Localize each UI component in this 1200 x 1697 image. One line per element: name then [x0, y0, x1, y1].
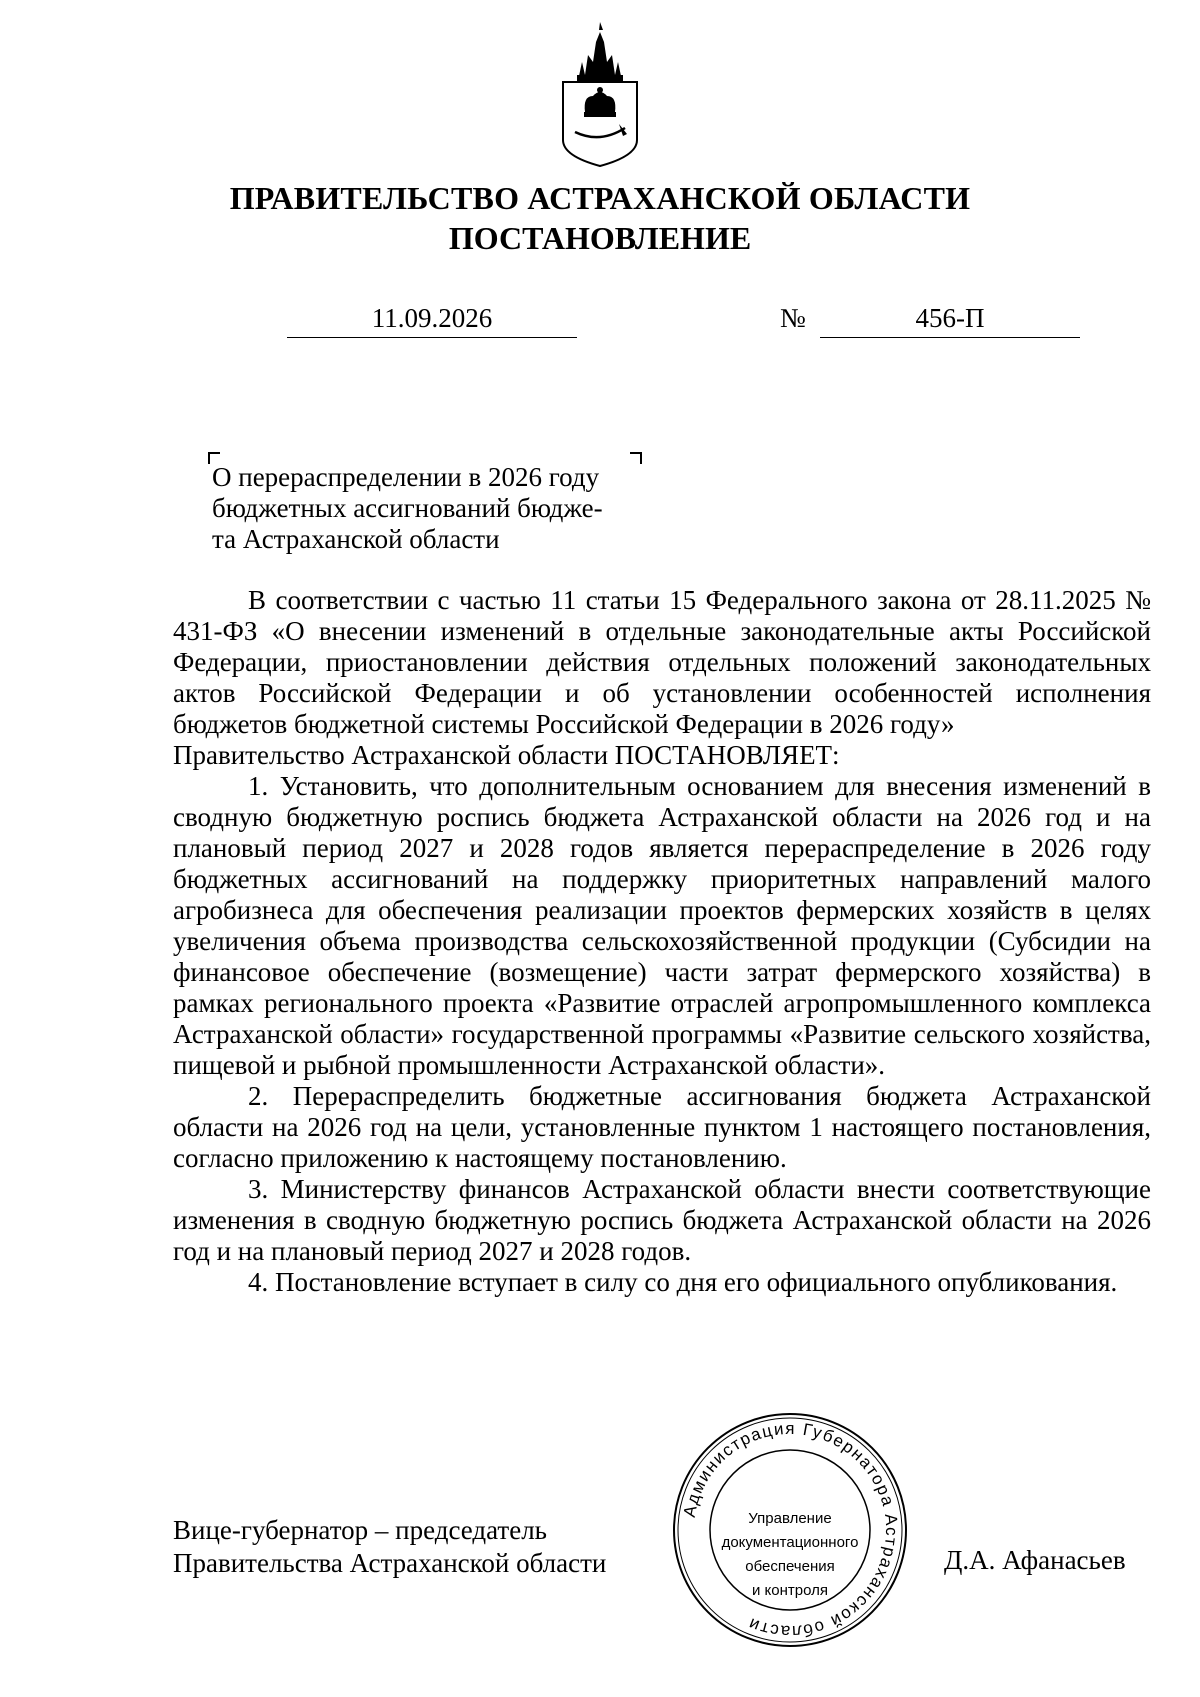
subject-line: О перераспределении в 2026 году [212, 462, 600, 492]
document-date: 11.09.2026 [287, 303, 577, 338]
item-2-paragraph: 2. Перераспределить бюджетные ассигнования бюджета Астраханской области на 2026 год на цели, установленные пунктом 1 настоящего постановления, согласно приложению к настоящему постановлению. [173, 1081, 1151, 1173]
stamp-center-line: и контроля [751, 1582, 828, 1599]
preamble-paragraph: В соответствии с частью 11 статьи 15 Федерального закона от 28.11.2025 № 431-ФЗ «О внесении изменений в отдельные законодательные акты Российской Федерации, приостановлении действия отдельных положений законодательных актов Российской Федерации и об установлении особенностей исполнения бюджетов бюджетной системы Российской Федерации в 2026 году» [173, 585, 1151, 739]
subject-line: бюджетных ассигнований бюдже- [212, 493, 603, 523]
document-number: 456-П [820, 303, 1080, 338]
subject-line: та Астраханской области [212, 524, 500, 554]
document-type-title: ПОСТАНОВЛЕНИЕ [448, 220, 752, 256]
position-line: Правительства Астраханской области [173, 1548, 607, 1578]
stamp-center-text [710, 1507, 870, 1603]
signatory-name: Д.А. Афанасьев [944, 1545, 1126, 1575]
document-subject [212, 462, 642, 555]
item-3-paragraph: 3. Министерству финансов Астраханской области внести соответствующие изменения в сводную бюджетную роспись бюджета Астраханской области на 2026 год и на плановый период 2027 и 2028 годов. [173, 1174, 1151, 1266]
document-body [173, 585, 1151, 1298]
position-line: Вице-губернатор – председатель [173, 1515, 547, 1545]
stamp-ring-text: Администрация Губернатора Астраханской области [679, 1418, 902, 1642]
item-4-paragraph: 4. Постановление вступает в силу со дня его официального опубликования. [248, 1267, 1118, 1297]
stamp-center-line: обеспечения [745, 1558, 835, 1575]
item-1-paragraph: 1. Установить, что дополнительным основанием для внесения изменений в сводную бюджетную роспись бюджета Астраханской области на 2026 год и на плановый период 2027 и 2028 годов является перераспределение в 2026 году бюджетных ассигнований на поддержку приоритетных направлений малого агробизнеса для обеспечения реализации проектов фермерских хозяйств в целях увеличения объема производства сельскохозяйственной продукции (Субсидии на финансовое обеспечение (возмещение) части затрат фермерского хозяйства) в рамках регионального проекта «Развитие отраслей агропромышленного комплекса Астраханской области» государственной программы «Развитие сельского хозяйства, пищевой и рыбной промышленности Астраханской области». [173, 771, 1151, 1080]
coat-of-arms-emblem [555, 20, 645, 170]
stamp-center-line: Управление [748, 1510, 832, 1527]
signatory-position [173, 1514, 606, 1580]
organization-title: ПРАВИТЕЛЬСТВО АСТРАХАНСКОЙ ОБЛАСТИ [229, 180, 971, 216]
stamp-center-line: документационного [721, 1534, 859, 1551]
number-sign: № [780, 303, 806, 333]
resolution-clause: Правительство Астраханской области ПОСТАНОВЛЯЕТ: [173, 740, 840, 770]
